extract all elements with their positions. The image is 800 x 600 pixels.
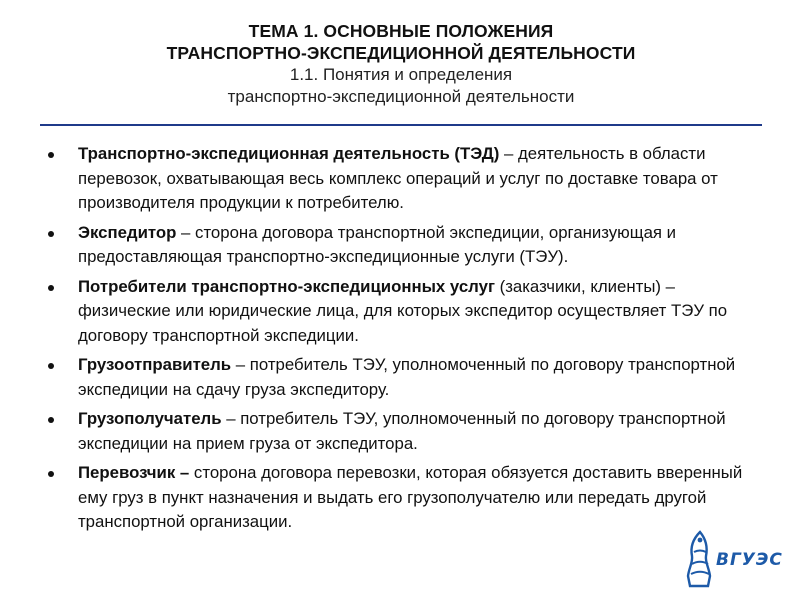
definition-item-1	[48, 142, 760, 216]
definition-term: Грузополучатель	[78, 409, 222, 428]
slide-subtitle-line-1: 1.1. Понятия и определения	[289, 65, 513, 84]
definition-term: Транспортно-экспедиционная деятельность (ТЭД)	[78, 144, 500, 163]
bullet-icon	[48, 417, 54, 423]
definition-text: (заказчики, клиенты) – физические или юридические лица, для которых экспедитор осуществляет ТЭУ по договору транспортной экспедиции.	[78, 276, 728, 345]
definition-item-3	[48, 275, 760, 349]
definition-item-6	[48, 461, 760, 535]
slide-subtitle-line-2: транспортно-экспедиционной деятельности	[227, 87, 575, 106]
definition-term: Перевозчик –	[78, 463, 190, 482]
definition-term: Экспедитор	[78, 222, 177, 242]
definition-item-2	[48, 221, 760, 270]
definition-term: Потребители транспортно-экспедиционных услуг	[78, 276, 495, 296]
bullet-icon	[48, 363, 54, 369]
university-emblem-icon	[680, 528, 720, 590]
bullet-icon	[48, 231, 54, 237]
definition-text: – деятельность в области перевозок, охватывающая весь комплекс операций и услуг по доставке товара от производителя продукции к потребителю.	[78, 144, 718, 212]
definition-text: – сторона договора транспортной экспедиции, организующая и предоставляющая транспортно-экспедиционные услуги (ТЭУ).	[78, 222, 677, 266]
bullet-icon	[48, 285, 54, 291]
bullet-icon	[48, 152, 54, 158]
definition-term: Грузоотправитель	[78, 355, 232, 374]
definition-text: сторона договора перевозки, которая обязуется доставить вверенный ему груз в пункт назначения и выдать его грузополучателю или передать другой транспортной организации.	[78, 463, 743, 531]
bullet-icon	[48, 471, 54, 477]
university-logo	[680, 528, 792, 590]
definition-item-5	[48, 407, 760, 456]
definition-text: – потребитель ТЭУ, уполномоченный по договору транспортной экспедиции на прием груза от экспедитора.	[78, 409, 726, 453]
definition-item-4	[48, 353, 760, 402]
definitions-list	[48, 142, 760, 540]
definition-text: – потребитель ТЭУ, уполномоченный по договору транспортной экспедиции на сдачу груза экспедитору.	[78, 355, 736, 399]
title-divider	[40, 124, 762, 126]
slide-title-line-2: ТРАНСПОРТНО-ЭКСПЕДИЦИОННОЙ ДЕЯТЕЛЬНОСТИ	[166, 43, 636, 63]
university-logo-text: ВГУЭС	[716, 550, 783, 570]
slide-title-block	[40, 20, 762, 108]
slide-title-line-1: ТЕМА 1. ОСНОВНЫЕ ПОЛОЖЕНИЯ	[248, 21, 554, 41]
